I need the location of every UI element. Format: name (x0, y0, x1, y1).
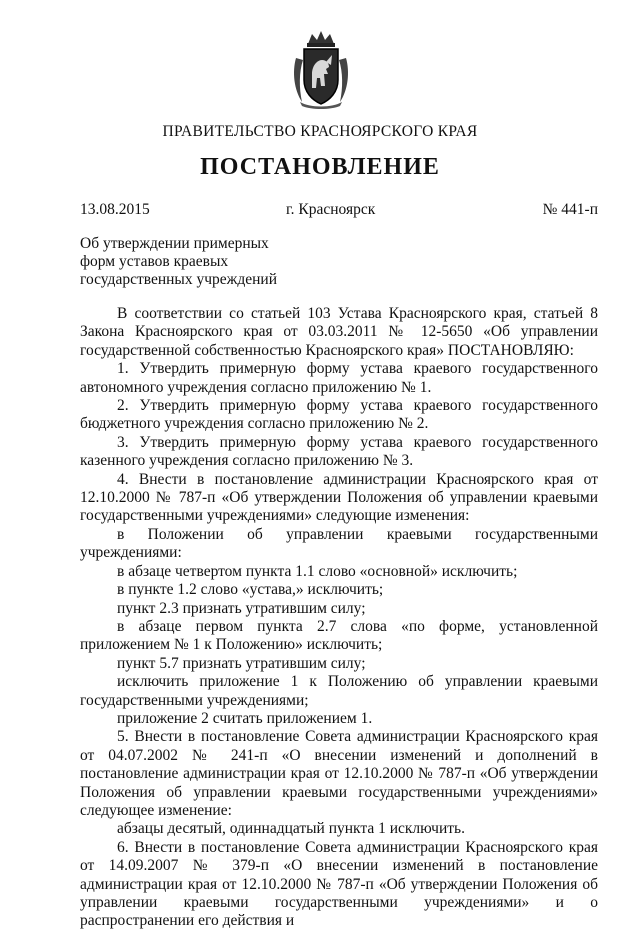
paragraph-item-4: 4. Внести в постановление администрации Красноярского края от 12.10.2000 № 787-п «Об утверждении Положения об управлении краевыми государственными учреждениями» следующие изменения: (80, 470, 598, 525)
paragraph-preamble: В соответствии со статьей 103 Устава Красноярского края, статьей 8 Закона Красноярского края от 03.03.2011 № 12-5650 «Об управлении государственной собственностью Красноярского края» ПОСТАНОВЛЯЮ: (80, 305, 598, 359)
coat-of-arms-emblem (290, 28, 352, 110)
paragraph-item-2: 2. Утвердить примерную форму устава краевого государственного бюджетного учреждения согласно приложению № 2. (80, 397, 598, 433)
paragraph-subitem: пункт 2.3 признать утратившим силу; (117, 599, 366, 617)
paragraph-item-5: 5. Внести в постановление Совета администрации Красноярского края от 04.07.2002 № 241-п «О внесении изменений и дополнений в постановление администрации края от 12.10.2000 № 787-п «Об утверждении Положения об управлении краевыми государственными учреждениями» следующее изменение: (80, 728, 598, 819)
paragraph-item-1: 1. Утвердить примерную форму устава краевого государственного автономного учреждения согласно приложению № 1. (80, 360, 598, 396)
paragraph-subitem: в абзаце четвертом пункта 1.1 слово «основной» исключить; (117, 562, 518, 580)
paragraph-subitem: в пункте 1.2 слово «устава,» исключить; (117, 581, 384, 599)
paragraph-subitem: абзацы десятый, одиннадцатый пункта 1 исключить. (117, 820, 465, 838)
paragraph-item-3: 3. Утвердить примерную форму устава краевого государственного казенного учреждения согласно приложению № 3. (80, 433, 598, 470)
subject-line: государственных учреждений (80, 271, 277, 289)
document-body (80, 305, 598, 931)
paragraph-subitem: в абзаце первом пункта 2.7 слова «по форме, установленной приложением № 1 к Положению» исключить; (80, 617, 598, 654)
document-number: № 441-п (542, 201, 598, 218)
document-city: г. Красноярск (286, 201, 376, 218)
subject-line: форм уставов краевых (80, 253, 229, 271)
government-name: ПРАВИТЕЛЬСТВО КРАСНОЯРСКОГО КРАЯ (162, 123, 478, 140)
document-subject (80, 235, 277, 290)
paragraph-item-6: 6. Внести в постановление Совета администрации Красноярского края от 14.09.2007 № 379-п «О внесении изменений в постановление администрации края от 12.10.2000 № 787-п «Об утверждении Положения об управлении краевыми государственными учреждениями» и о распространении его действия и (80, 838, 598, 930)
paragraph-subitem: в Положении об управлении краевыми государственными учреждениями: (80, 525, 598, 562)
document-type-title: ПОСТАНОВЛЕНИЕ (200, 154, 440, 180)
subject-line: Об утверждении примерных (80, 235, 269, 252)
paragraph-subitem: приложение 2 считать приложением 1. (117, 709, 373, 727)
paragraph-subitem: пункт 5.7 признать утратившим силу; (117, 654, 366, 672)
paragraph-subitem: исключить приложение 1 к Положению об управлении краевыми государственными учреждениями; (80, 673, 598, 709)
document-date: 13.08.2015 (80, 201, 150, 218)
